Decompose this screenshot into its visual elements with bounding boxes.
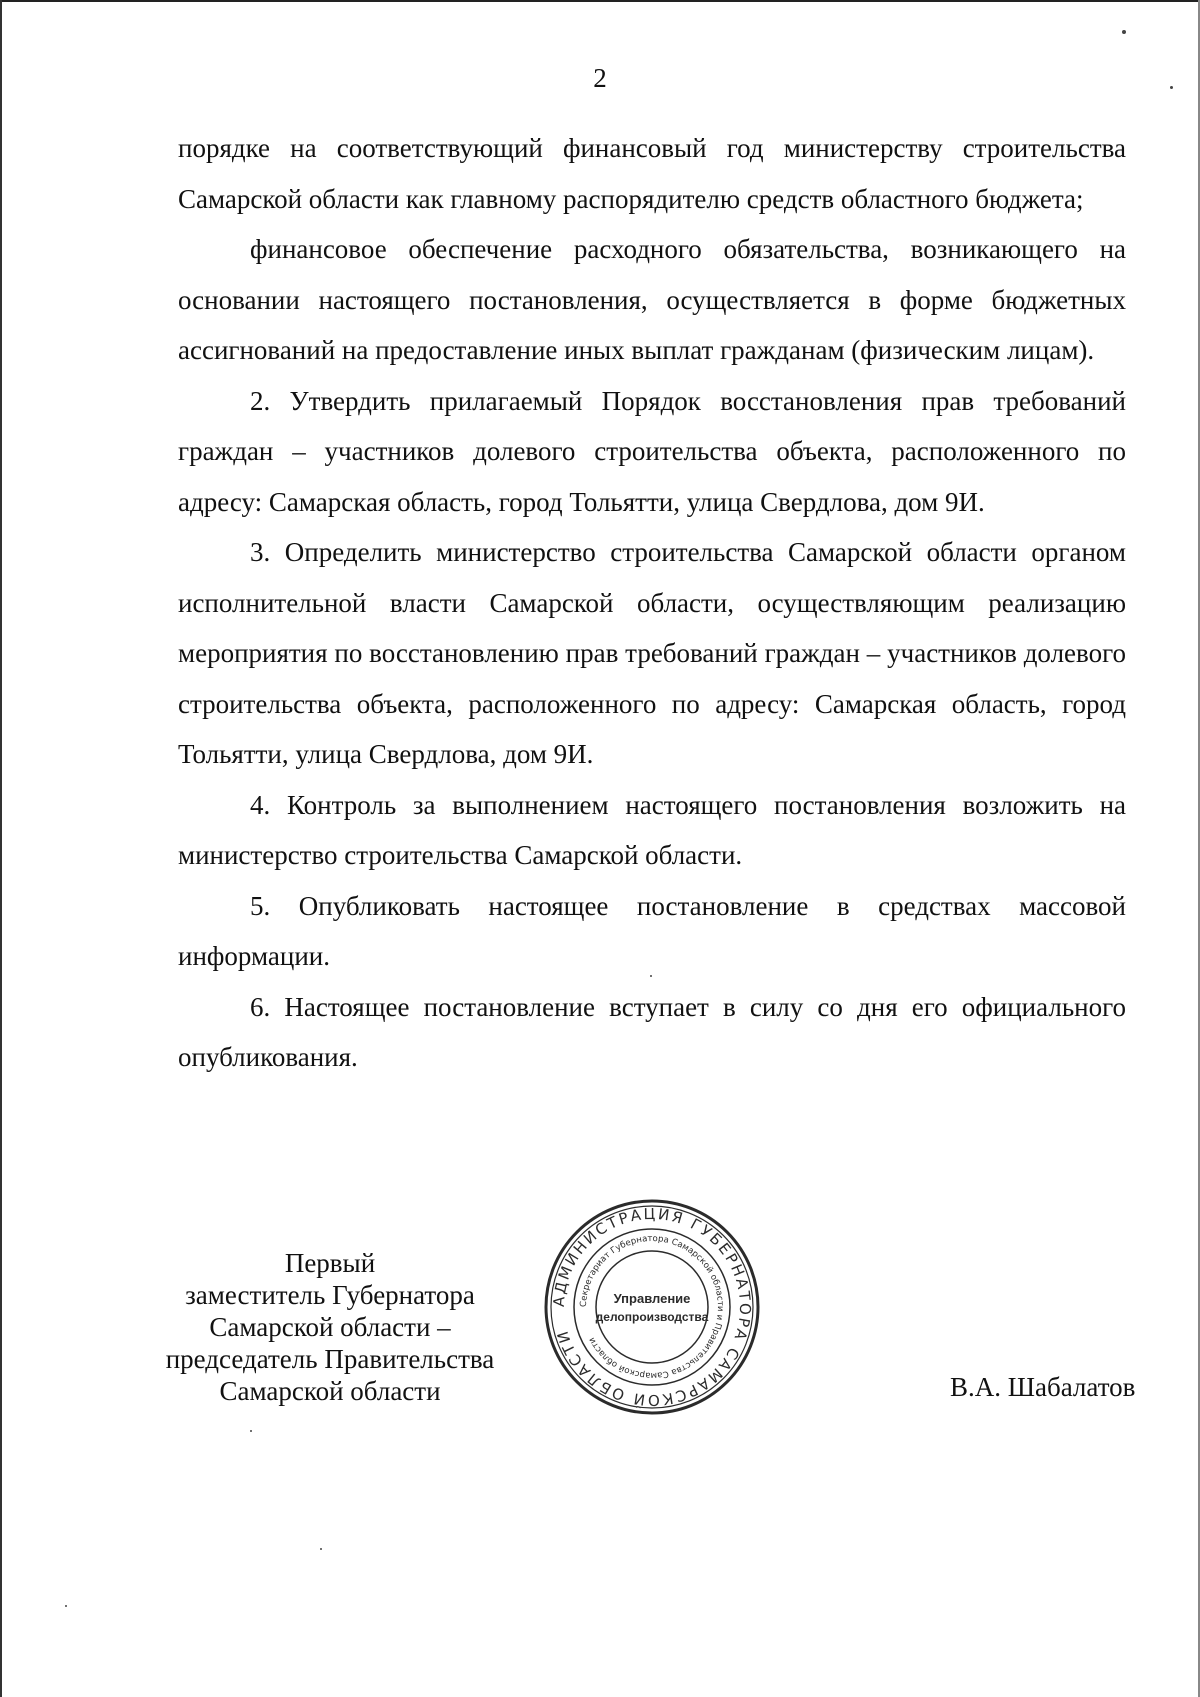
paragraph-item-2: 2. Утвердить прилагаемый Порядок восстановления прав требований граждан – участников долевого строительства объекта, расположенного по адресу: Самарская область, город Тольятти, улица Свердлова, дом 9И. <box>178 385 1126 517</box>
scan-speck <box>650 975 652 977</box>
signatory-line: Первый <box>284 1248 376 1278</box>
seal-center-line-2: делопроизводства <box>595 1310 709 1324</box>
page-left-edge <box>0 0 2 1697</box>
paragraph-finance: финансовое обеспечение расходного обязательства, возникающего на основании настоящего постановления, осуществляется в форме бюджетных ассигнований на предоставление иных выплат гражданам (физическим лицам). <box>178 234 1126 365</box>
signer-name: В.А. Шабалатов <box>950 1372 1136 1402</box>
signatory-line: заместитель Губернатора <box>185 1280 475 1310</box>
official-seal <box>540 1195 764 1419</box>
scan-speck <box>250 1430 252 1432</box>
seal-graphic <box>540 1195 764 1419</box>
signatory-line: Самарской области – <box>209 1312 451 1342</box>
signatory-line: председатель Правительства <box>165 1344 495 1374</box>
scan-speck <box>320 1548 322 1550</box>
paragraph-item-4: 4. Контроль за выполнением настоящего постановления возложить на министерство строительства Самарской области. <box>178 789 1126 870</box>
signatory-line: Самарской области <box>219 1376 441 1406</box>
signatory-position <box>150 1247 510 1407</box>
scan-speck <box>65 1605 67 1607</box>
seal-center-line-1: Управление <box>613 1291 691 1306</box>
page-number: 2 <box>593 63 607 93</box>
page-top-edge <box>0 0 1200 2</box>
paragraph-item-5: 5. Опубликовать настоящее постановление в средствах массовой информации. <box>178 890 1126 971</box>
paragraph-item-6: 6. Настоящее постановление вступает в силу со дня его официального опубликования. <box>178 991 1126 1072</box>
seal-inner-text: Секретариат Губернатора Самарской области и Правительства Самарской области <box>578 1233 726 1381</box>
seal-outer-text: АДМИНИСТРАЦИЯ ГУБЕРНАТОРА САМАРСКОЙ ОБЛАСТИ <box>549 1204 755 1410</box>
scan-speck <box>1122 30 1126 34</box>
document-body <box>178 123 1126 1083</box>
scan-speck <box>1170 86 1173 89</box>
paragraph-item-3: 3. Определить министерство строительства Самарской области органом исполнительной власти Самарской области, осуществляющим реализацию мероприятия по восстановлению прав требований граждан – участников долевого строительства объекта, расположенного по адресу: Самарская область, город Тольятти, улица Свердлова, дом 9И. <box>178 537 1126 769</box>
paragraph-continuation: порядке на соответствующий финансовый год министерству строительства Самарской области как главному распорядителю средств областного бюджета; <box>178 133 1126 214</box>
